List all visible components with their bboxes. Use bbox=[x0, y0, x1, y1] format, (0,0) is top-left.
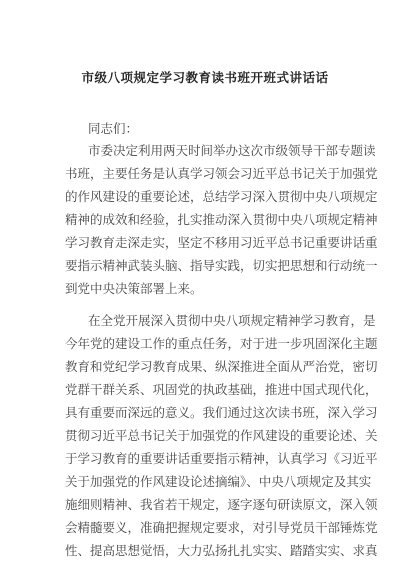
paragraph-line: 具有重要而深远的意义。我们通过这次读书班，深入学习 bbox=[65, 405, 378, 420]
paragraph-line: 的作风建设的重要论述，总结学习深入贯彻中央八项规定 bbox=[65, 189, 378, 204]
paragraph-line: 今年党的建设工作的重点任务，对于进一步巩固深化主题 bbox=[65, 336, 378, 351]
paragraph-line: 性、提高思想觉悟，大力弘扬扎扎实实、踏踏实实、求真 bbox=[65, 543, 378, 558]
paragraph-line: 党群干群关系、巩固党的执政基础，推进中国式现代化， bbox=[65, 382, 378, 397]
paragraph-line: 关于加强党的作风建设论述摘编》、中央八项规定及其实 bbox=[65, 474, 372, 489]
paragraph-line: 学习教育走深走实，坚定不移用习近平总书记重要讲话重 bbox=[65, 235, 378, 250]
paragraph-line: 书班，主要任务是认真学习领会习近平总书记关于加强党 bbox=[65, 166, 378, 181]
paragraph-line: 施细则精神、我省若干规定，逐字逐句研读原文，深入领 bbox=[65, 497, 378, 512]
paragraph-line: 精神的成效和经验，扎实推动深入贯彻中央八项规定精神 bbox=[65, 212, 378, 227]
document-title: 市级八项规定学习教育读书班开班式讲话话 bbox=[81, 70, 329, 85]
paragraph-line: 到党中央决策部署上来。 bbox=[65, 281, 203, 296]
paragraph-line: 教育和党纪学习教育成果、纵深推进全面从严治党，密切 bbox=[65, 359, 378, 374]
paragraph-line: 在全党开展深入贯彻中央八项规定精神学习教育，是 bbox=[88, 313, 376, 328]
paragraph-line: 市委决定利用两天时间举办这次市级领导干部专题读 bbox=[88, 143, 376, 158]
paragraph-line: 要指示精神武装头脑、指导实践，切实把思想和行动统一 bbox=[65, 258, 378, 273]
salutation: 同志们： bbox=[88, 121, 139, 136]
paragraph-line: 于学习教育的重要讲话重要指示精神，认真学习《习近平 bbox=[65, 451, 378, 466]
paragraph-line: 会精髓要义，准确把握规定要求，对引导党员干部锤炼党 bbox=[65, 520, 378, 535]
paragraph-line: 贯彻习近平总书记关于加强党的作风建设的重要论述、关 bbox=[65, 428, 378, 443]
